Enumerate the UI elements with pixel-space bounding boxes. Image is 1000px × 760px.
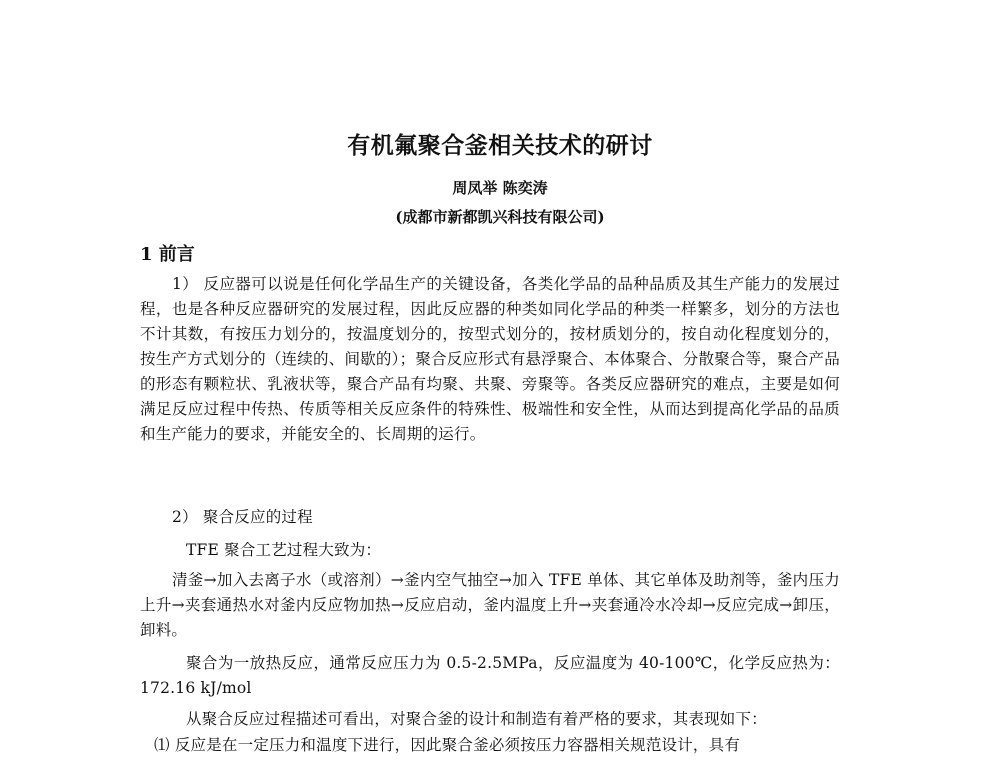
paragraph-reactor-overview: 1） 反应器可以说是任何化学品生产的关键设备，各类化学品的品种品质及其生产能力的发展过程，也是各种反应器研究的发展过程，因此反应器的种类如同化学品的种类一样繁多，划分的方法也不计其数，有按压力划分的，按温度划分的，按型式划分的，按材质划分的，按自动化程度划分的，按生产方式划分的（连续的、间歇的）；聚合反应形式有悬浮聚合、本体聚合、分散聚合等，聚合产品的形态有颗粒状、乳液状等，聚合产品有均聚、共聚、旁聚等。各类反应器研究的难点，主要是如何满足反应过程中传热、传质等相关反应条件的特殊性、极端性和安全性，从而达到提高化学品的品质和生产能力的要求，并能安全的、长周期的运行。 (140, 275, 840, 443)
document-affiliation: (成都市新都凯兴科技有限公司) (395, 208, 605, 226)
paragraph-reaction-conditions: 聚合为一放热反应，通常反应压力为 0.5-2.5MPa，反应温度为 40-100℃，化学反应热为：172.16 kJ/mol (140, 654, 840, 697)
paragraph-process-steps: 清釜→加入去离子水（或溶剂）→釜内空气抽空→加入 TFE 单体、其它单体及助剂等，釜内压力上升→夹套通热水对釜内反应物加热→反应启动，釜内温度上升→夹套通冷水冷却→反应完成→卸压，卸料。 (140, 571, 840, 639)
paragraph-design-requirements-intro: 从聚合反应过程描述可看出，对聚合釜的设计和制造有着严格的要求，其表现如下： (186, 710, 767, 728)
paragraph-polymerization-process-heading: 2） 聚合反应的过程 (172, 508, 313, 526)
section-heading-introduction: 1 前言 (140, 244, 195, 265)
document-title: 有机氟聚合釜相关技术的研讨 (347, 132, 653, 159)
document-authors: 周凤举 陈奕涛 (452, 179, 548, 197)
paragraph-tfe-process-intro: TFE 聚合工艺过程大致为： (186, 541, 382, 559)
paragraph-requirement-1: ⑴ 反应是在一定压力和温度下进行，因此聚合釜必须按压力容器相关规范设计，具有 (154, 736, 741, 754)
